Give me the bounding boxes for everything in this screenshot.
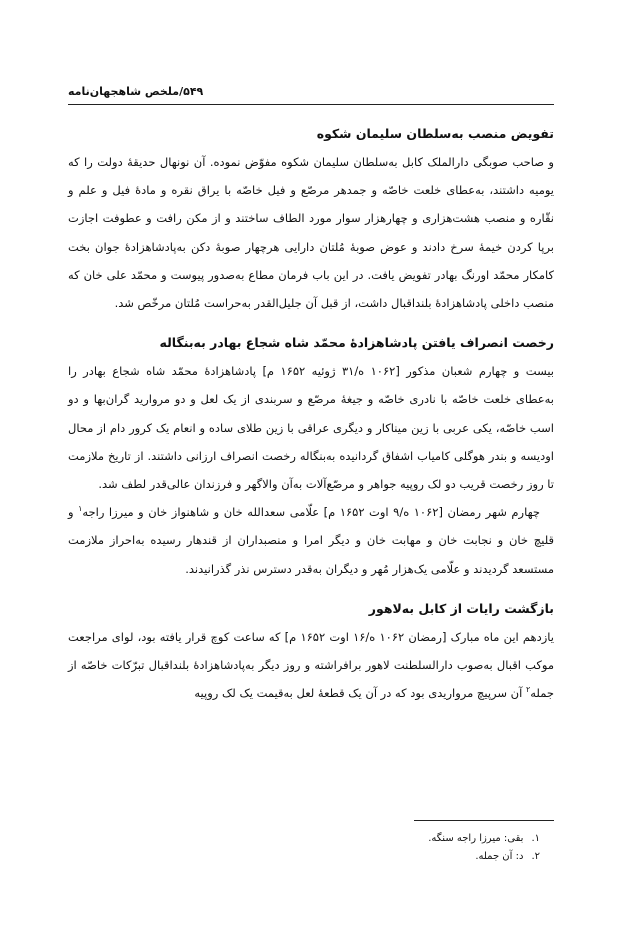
paragraph: بیست و چهارم شعبان مذکور [۱۰۶۲ ه/۳۱ ژوئیه ۱۶۵۲ م] پادشاهزادهٔ محمّد شاه شجاع بهادر را به‌عطای خلعت خاصّه با نادری خاصّه و جیغهٔ مرصّع و سربندی از یک لعل و دو مروارید گران‌بها و دو اسب خاصّه، یکی عربی با زین میناکار و دیگری عراقی با زین طلای ساده و انعام یک کرور دام از محال اودیسه و بندر هوگلی کامیاب اشفاق گردانیده به‌بنگاله رخصت انصراف ارزانی داشتند. از تاریخ ملازمت تا روز رخصت قریب دو لک روپیه جواهر و مرصّع‌آلات به‌آن والاگهر و فرزندان عالی‌قدر لطف شد. — [68, 364, 554, 492]
page-body — [68, 120, 554, 707]
section-heading: رخصت انصراف یافتن پادشاهزادهٔ محمّد شاه شجاع بهادر به‌بنگاله — [159, 335, 554, 351]
footnote — [68, 848, 554, 866]
footnote-ref: ۲ — [525, 685, 531, 695]
paragraph-text: یازدهم این ماه مبارک [رمضان ۱۰۶۲ ه/۱۶ اوت ۱۶۵۲ م] که ساعت کوچ قرار یافته بود، لوای مراجعت موکب اقبال به‌صوب دارالسلطنت لاهور برافراشته و روز دیگر به‌پادشاهزادهٔ بلنداقبال تبرّکات خاصّه از جمله — [68, 629, 555, 701]
running-header — [68, 84, 554, 105]
footnote-separator — [414, 820, 554, 821]
footnote-number: ۱. — [531, 833, 540, 844]
paragraph — [68, 498, 554, 583]
paragraph-text: و قلیچ خان و نجابت خان و مهابت خان و دیگر امرا و منصبداران از قندهار رسیده به‌احراز ملازمت مستسعد گردیدند و علّامی یک‌هزار مُهر و دیگران به‌قدر دسترس نذر گذرانیدند. — [68, 505, 554, 576]
paragraph — [68, 623, 554, 708]
footnote-number: ۲. — [531, 851, 540, 862]
running-title: ۵۴۹/ملخص شاهجهان‌نامه — [68, 85, 204, 98]
paragraph: و صاحب صوبگی دارالملک کابل به‌سلطان سلیمان شکوه مفوّض نموده. آن نونهال حدیقهٔ دولت را که یومیه داشتند، به‌عطای خلعت خاصّه و جمدهر مرصّع و فیل خاصّه با یراق نقره و مادهٔ فیل و علم و نقّاره و منصب هشت‌هزاری و چهارهزار سوار مورد الطاف ساختند و از مکن رافت و عطوفت اجازت برپا کردن خیمهٔ سرخ دادند و عوض صوبهٔ مُلتان دارایی هرچهار صوبهٔ دکن به‌پادشاهزادهٔ جوان بخت کامکار محمّد اورنگ بهادر تفویض یافت. در این باب فرمان مطاع به‌صدور پیوست و محمّد علی خان که منصب داخلی پادشاهزادهٔ بلنداقبال داشت، از قبل آن جلیل‌القدر به‌حراست مُلتان مرخّص شد. — [68, 155, 554, 311]
paragraph-text: چهارم شهر رمضان [۱۰۶۲ ه/۹ اوت ۱۶۵۲ م] علّامی سعدالله خان و شاهنواز خان و میرزا راجه — [82, 505, 540, 520]
footnote-ref: ۱ — [78, 504, 83, 514]
section-heading: تفویض منصب به‌سلطان سلیمان شکوه — [316, 126, 554, 141]
footnotes — [68, 830, 554, 866]
footnote-text: بقی: میرزا راجه سنگه. — [428, 833, 524, 844]
section-heading: بازگشت رایات از کابل به‌لاهور — [368, 600, 554, 616]
footnote — [68, 830, 554, 848]
paragraph-text: آن سرپیچ مرواریدی بود که در آن یک قطعهٔ لعل به‌قیمت یک لک روپیه — [194, 686, 523, 701]
footnote-text: د: آن جمله. — [475, 851, 524, 862]
